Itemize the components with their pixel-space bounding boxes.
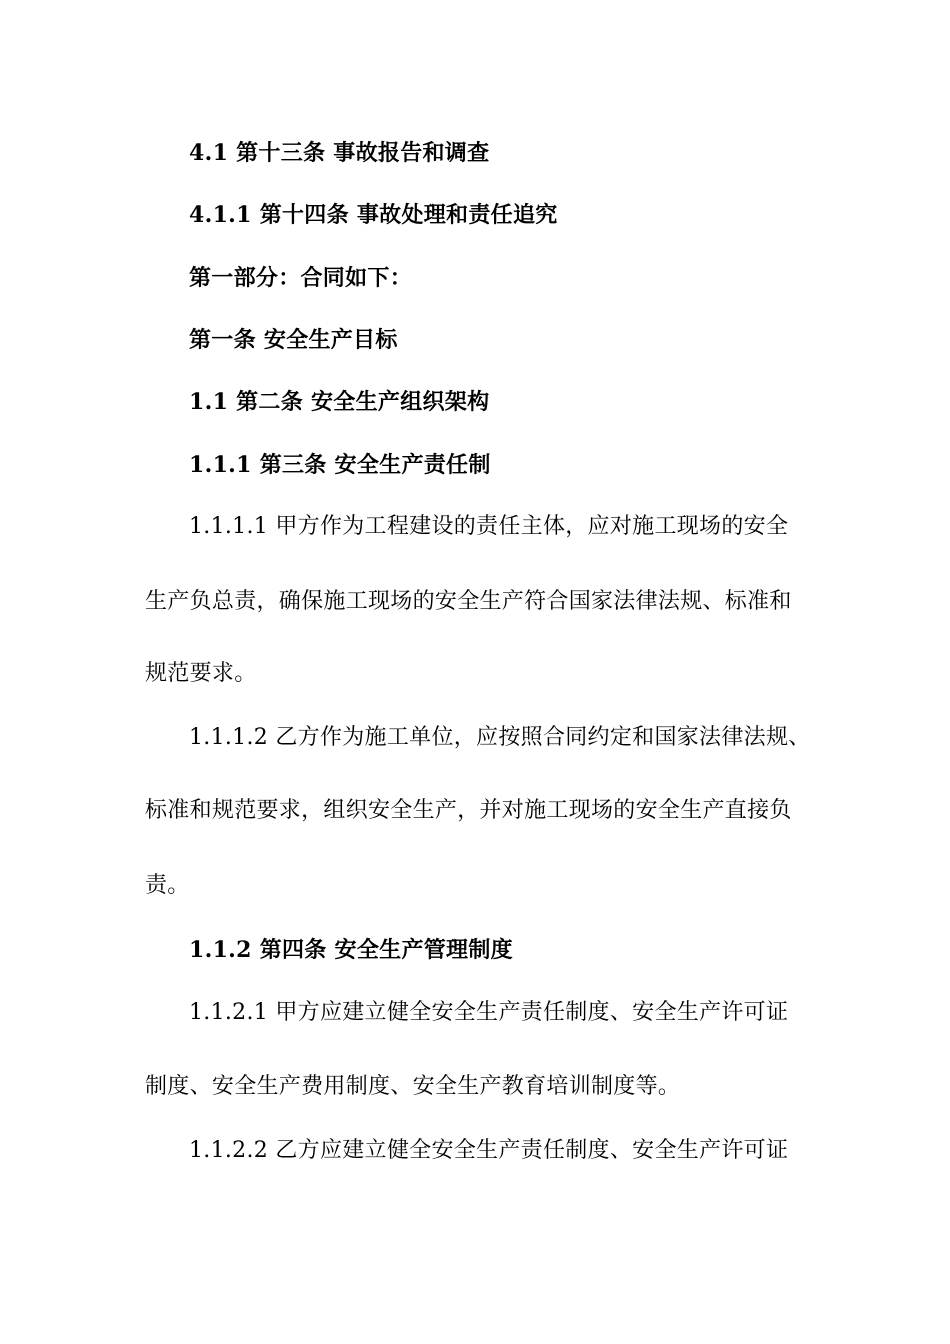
section-heading-4-1-1: 4.1.1 第十四条 事故处理和责任追究 bbox=[189, 202, 558, 228]
section-heading-1-1-1: 1.1.1 第三条 安全生产责任制 bbox=[189, 452, 491, 478]
paragraph-1-1-2-1-line-2: 制度、安全生产费用制度、安全生产教育培训制度等。 bbox=[145, 1074, 681, 1099]
paragraph-1-1-1-1-line-3: 规范要求。 bbox=[145, 661, 257, 686]
section-heading-1-1-2: 1.1.2 第四条 安全生产管理制度 bbox=[189, 937, 513, 963]
article-heading-1: 第一条 安全生产目标 bbox=[189, 327, 398, 353]
paragraph-1-1-1-1-line-2: 生产负总责，确保施工现场的安全生产符合国家法律法规、标准和 bbox=[145, 589, 792, 614]
paragraph-1-1-1-2-line-2: 标准和规范要求，组织安全生产，并对施工现场的安全生产直接负 bbox=[145, 798, 792, 823]
paragraph-1-1-2-2-line-1: 1.1.2.2 乙方应建立健全安全生产责任制度、安全生产许可证 bbox=[189, 1138, 789, 1163]
section-heading-1-1: 1.1 第二条 安全生产组织架构 bbox=[189, 389, 490, 415]
paragraph-1-1-1-2-line-1: 1.1.1.2 乙方作为施工单位，应按照合同约定和国家法律法规、 bbox=[189, 725, 811, 750]
paragraph-1-1-2-1-line-1: 1.1.2.1 甲方应建立健全安全生产责任制度、安全生产许可证 bbox=[189, 1000, 789, 1025]
section-heading-4-1: 4.1 第十三条 事故报告和调查 bbox=[189, 140, 490, 166]
paragraph-1-1-1-1-line-1: 1.1.1.1 甲方作为工程建设的责任主体，应对施工现场的安全 bbox=[189, 514, 789, 539]
part-heading: 第一部分：合同如下： bbox=[189, 265, 413, 291]
paragraph-1-1-1-2-line-3: 责。 bbox=[145, 873, 190, 898]
